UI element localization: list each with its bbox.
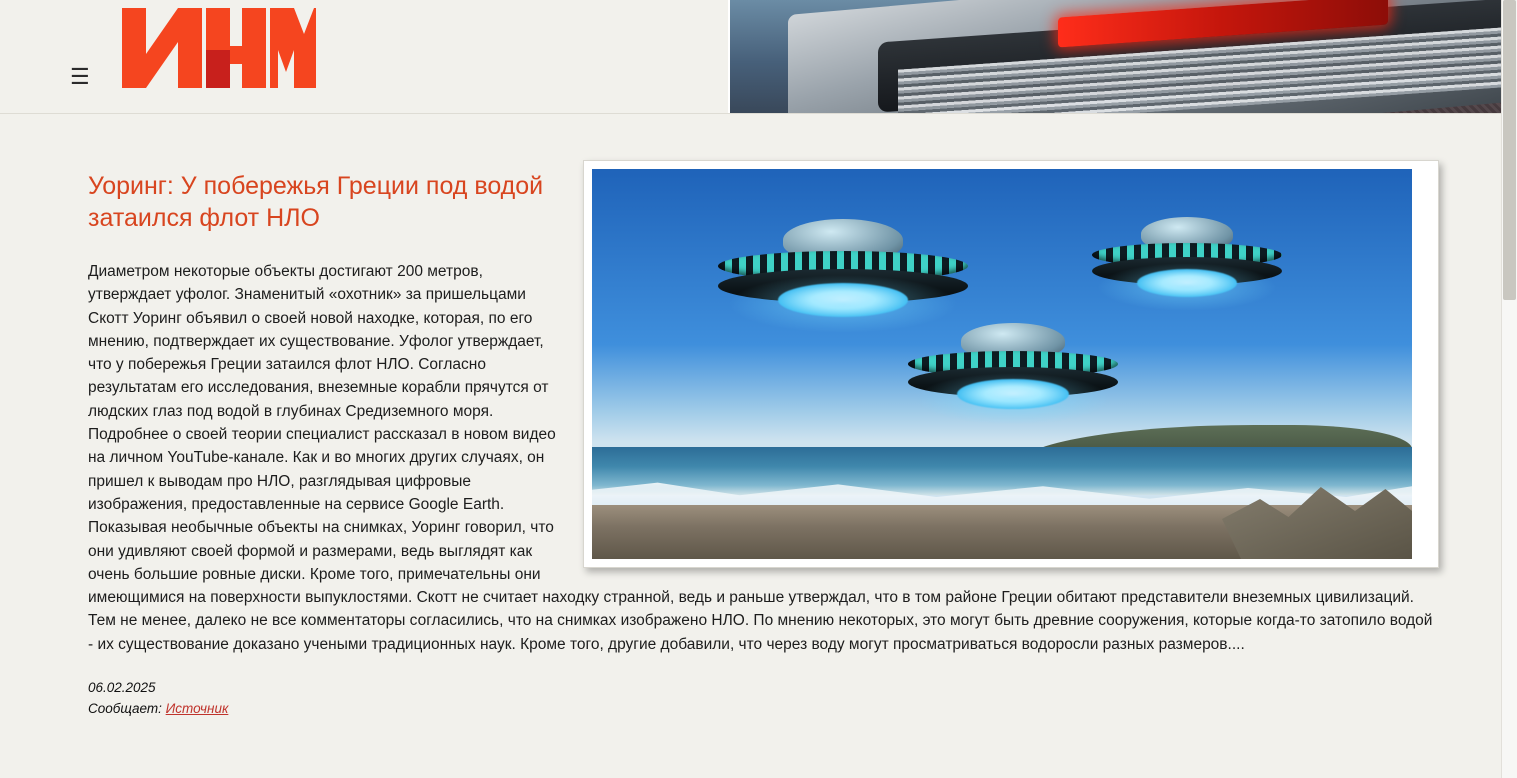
article-meta [88, 656, 1439, 716]
source-label: Сообщает: [88, 701, 162, 717]
source-line [88, 701, 1439, 716]
source-link[interactable]: Источник [165, 701, 229, 717]
ufo-beach-image [592, 169, 1412, 559]
ufo-right [1092, 215, 1282, 313]
site-logo[interactable] [120, 6, 316, 90]
ufo-left [718, 217, 968, 337]
hamburger-icon[interactable]: ☰ [70, 64, 90, 89]
article-container [0, 114, 1517, 716]
page-scrollbar[interactable] [1501, 0, 1517, 778]
article-body-text: Диаметром некоторые объекты достигают 200 метров, утверждает уфолог. Знаменитый «охотник» за пришельцами Скотт Уоринг объявил о своей новой находке, которая, по его мнению, подтверждает их существование. Уфолог утверждает, что у побережья Греции затаился флот НЛО. Согласно результатам его исследования, внеземные корабли прячутся от людских глаз под водой в глубинах Средиземного моря. Подробнее о своей теории специалист рассказал в новом видео на личном YouTube-канале. Как и во многих других случаях, он пришел к выводам про НЛО, разглядывая цифровые изображения, предоставленные на сервисе Google Earth. Показывая необычные объекты на снимках, Уоринг говорил, что они удивляют своей формой и размерами, ведь выглядят как очень большие ровные диски. Кроме того, примечательны они имеющимися на поверхности выпуклостями. Скотт не считает находку странной, ведь и раньше утверждал, что в том районе Греции обитают представители внеземных цивилизаций. Тем не менее, далеко не все комментаторы согласились, что на снимках изображено НЛО. По мнению некоторых, это могут быть древние сооружения, которые когда-то затопило водой - их существование доказано учеными традиционных наук. Кроме того, другие добавили, что через воду могут просматриваться водоросли разных размеров.... [88, 263, 1433, 653]
site-header [0, 0, 1517, 114]
article-image-figure [583, 160, 1439, 568]
header-banner-image [728, 0, 1517, 113]
publish-date: 06.02.2025 [88, 680, 156, 696]
header-divider [728, 0, 730, 113]
scrollbar-thumb[interactable] [1503, 0, 1516, 300]
page-title: Уоринг: У побережья Греции под водой затаился флот НЛО [88, 172, 544, 232]
ufo-center [908, 321, 1118, 429]
